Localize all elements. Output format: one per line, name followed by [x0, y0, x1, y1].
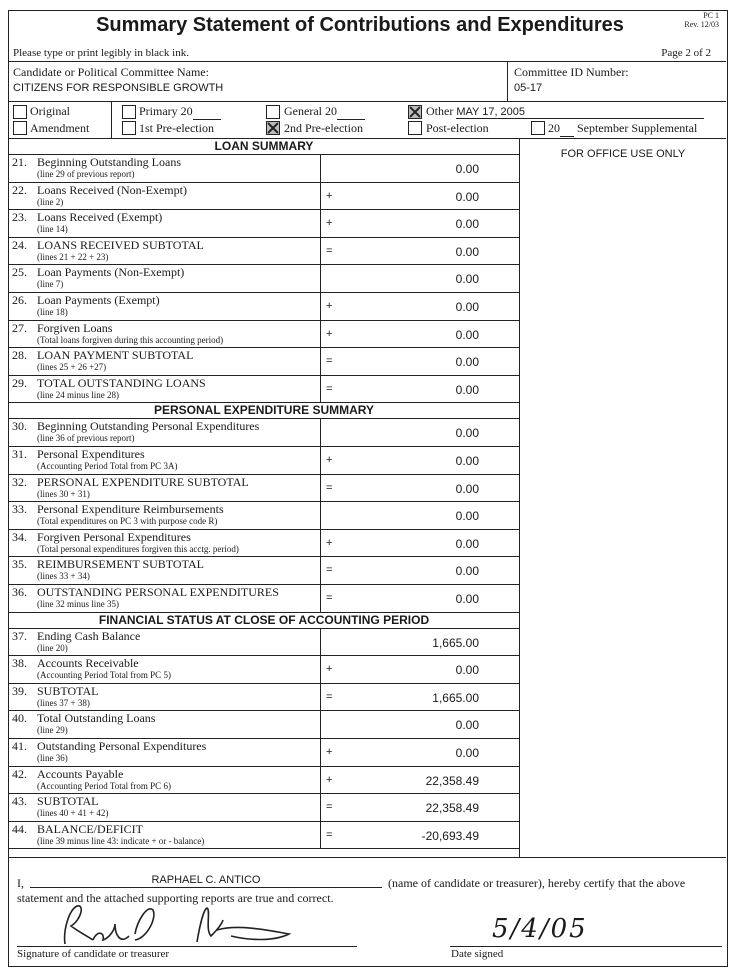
row-26-reference: (line 18): [37, 307, 68, 317]
row-label: Beginning Outstanding Personal Expenditures: [37, 419, 260, 434]
row-36-amount[interactable]: 0.00: [455, 592, 479, 606]
row-40-amount[interactable]: 0.00: [455, 718, 479, 733]
row-21-amount[interactable]: 0.00: [455, 162, 479, 176]
row-label: OUTSTANDING PERSONAL EXPENDITURES: [37, 585, 279, 599]
row-32-operator: =: [326, 481, 333, 494]
form-id: PC 1: [703, 11, 719, 20]
committee-name-value[interactable]: CITIZENS FOR RESPONSIBLE GROWTH: [13, 82, 224, 94]
row-31-title: [12, 448, 145, 460]
certification-prefix: I,: [17, 876, 24, 890]
row-number: 37.: [12, 628, 27, 643]
general-checkbox[interactable]: [266, 105, 280, 119]
row-number: 26.: [12, 293, 27, 307]
row-23-title: [12, 211, 162, 223]
row-37-reference: (line 20): [37, 642, 68, 653]
form-revision: Rev. 12/03: [684, 20, 719, 29]
row-25-title: [12, 266, 184, 278]
row-27-operator: +: [326, 327, 333, 340]
post-election-label: Post-election: [426, 121, 489, 135]
row-27-title: [12, 322, 112, 334]
september-year-field[interactable]: [560, 121, 574, 137]
row-38-operator: +: [326, 663, 333, 676]
row-number: 44.: [12, 821, 27, 836]
row-42-reference: (Accounting Period Total from PC 6): [37, 780, 171, 791]
row-number: 41.: [12, 739, 27, 753]
row-27-amount[interactable]: 0.00: [455, 327, 479, 342]
primary-checkbox[interactable]: [122, 105, 136, 119]
row-36-operator: =: [326, 592, 333, 604]
row-25-reference: (line 7): [37, 279, 64, 290]
office-use-label: FOR OFFICE USE ONLY: [560, 148, 686, 160]
date-signed-value: 5/4/05: [492, 914, 588, 944]
signature-field[interactable]: [17, 900, 357, 947]
row-29-title: [12, 377, 206, 389]
september-supplemental-checkbox[interactable]: [531, 121, 545, 135]
row-24-amount[interactable]: 0.00: [455, 244, 479, 259]
row-27-reference: (Total loans forgiven during this accounting period): [37, 334, 224, 345]
row-33-title: [12, 503, 224, 515]
row-30-reference: (line 36 of previous report): [37, 433, 135, 444]
row-35-reference: (lines 33 + 34): [37, 571, 90, 582]
row-label: Outstanding Personal Expenditures: [37, 739, 207, 753]
row-43-amount[interactable]: 22,358.49: [425, 801, 479, 816]
row-22-amount[interactable]: 0.00: [455, 189, 479, 204]
row-number: 30.: [12, 419, 27, 434]
row-number: 25.: [12, 265, 27, 280]
row-41-operator: +: [326, 746, 333, 758]
row-44-operator: =: [326, 828, 333, 841]
row-43-title: [12, 795, 99, 807]
row-42-amount[interactable]: 22,358.49: [425, 773, 479, 788]
row-label: BALANCE/DEFICIT: [37, 821, 143, 836]
row-31-operator: +: [326, 454, 333, 466]
row-number: 22.: [12, 182, 27, 197]
row-24-operator: =: [326, 244, 333, 257]
amendment-checkbox[interactable]: [13, 121, 27, 135]
row-33-reference: (Total expenditures on PC 3 with purpose code R): [37, 516, 218, 527]
row-label: LOAN PAYMENT SUBTOTAL: [37, 348, 194, 363]
row-39-reference: (lines 37 + 38): [37, 697, 90, 708]
row-number: 43.: [12, 794, 27, 809]
row-number: 42.: [12, 766, 27, 781]
row-25-amount[interactable]: 0.00: [455, 272, 479, 287]
row-29-amount[interactable]: 0.00: [455, 382, 479, 397]
row-number: 31.: [12, 447, 27, 461]
row-number: 24.: [12, 237, 27, 252]
row-23-reference: (line 14): [37, 224, 68, 235]
row-35-title: [12, 558, 204, 570]
row-number: 29.: [12, 375, 27, 390]
row-34-reference: (Total personal expenditures forgiven this acctg. period): [37, 543, 239, 554]
row-29-reference: (line 24 minus line 28): [37, 389, 119, 400]
row-number: 34.: [12, 529, 27, 544]
row-34-operator: +: [326, 536, 333, 549]
row-label: Loan Payments (Exempt): [37, 293, 160, 307]
row-21-title: [12, 156, 181, 168]
committee-id-value[interactable]: 05-17: [514, 82, 543, 94]
general-year-field[interactable]: [337, 104, 365, 120]
row-22-title: [12, 184, 187, 196]
row-38-amount[interactable]: 0.00: [455, 663, 479, 678]
row-number: 23.: [12, 210, 27, 225]
row-22-reference: (line 2): [37, 196, 64, 207]
loan-summary-header: LOAN SUMMARY: [214, 139, 314, 153]
certification-suffix: (name of candidate or treasurer), hereby certify that the above: [388, 876, 686, 890]
row-label: Beginning Outstanding Loans: [37, 155, 181, 169]
row-number: 39.: [12, 683, 27, 698]
row-42-operator: +: [326, 773, 333, 786]
other-label: Other MAY 17, 2005: [426, 104, 704, 119]
row-23-operator: +: [326, 217, 333, 230]
row-26-title: [12, 294, 160, 306]
row-39-amount[interactable]: 1,665.00: [432, 690, 479, 705]
row-number: 33.: [12, 502, 27, 517]
row-label: SUBTOTAL: [37, 683, 99, 698]
row-28-operator: =: [326, 355, 333, 368]
row-26-operator: +: [326, 300, 333, 312]
row-number: 36.: [12, 585, 27, 599]
row-label: Total Outstanding Loans: [37, 711, 156, 726]
row-44-reference: (line 39 minus line 43: indicate + or - balance): [37, 835, 205, 846]
amendment-label: Amendment: [30, 121, 90, 135]
row-label: SUBTOTAL: [37, 794, 99, 809]
primary-label: Primary 20: [139, 104, 221, 120]
second-pre-election-label: 2nd Pre-election: [284, 121, 363, 135]
row-number: 21.: [12, 155, 27, 169]
row-label: Forgiven Personal Expenditures: [37, 529, 191, 544]
row-41-reference: (line 36): [37, 753, 68, 763]
first-pre-election-checkbox[interactable]: [122, 121, 136, 135]
row-43-reference: (lines 40 + 41 + 42): [37, 808, 109, 819]
second-pre-election-checkbox[interactable]: [266, 121, 280, 135]
date-signed-label: Date signed: [451, 948, 504, 960]
primary-year-field[interactable]: [193, 104, 221, 120]
row-28-reference: (lines 25 + 26 +27): [37, 362, 107, 373]
row-label: Accounts Payable: [37, 766, 124, 781]
row-number: 27.: [12, 320, 27, 335]
row-32-reference: (lines 30 + 31): [37, 488, 90, 499]
row-44-amount[interactable]: -20,693.49: [421, 828, 479, 843]
row-21-reference: (line 29 of previous report): [37, 169, 135, 179]
post-election-checkbox[interactable]: [408, 121, 422, 135]
row-label: Ending Cash Balance: [37, 628, 141, 643]
first-pre-election-label: 1st Pre-election: [139, 121, 214, 135]
row-label: TOTAL OUTSTANDING LOANS: [37, 375, 206, 390]
date-signed-field[interactable]: [450, 912, 722, 947]
form-title: Summary Statement of Contributions and Expenditures: [96, 14, 624, 36]
financial-status-header: FINANCIAL STATUS AT CLOSE OF ACCOUNTING PERIOD: [98, 612, 430, 627]
row-number: 40.: [12, 711, 27, 726]
row-41-amount[interactable]: 0.00: [455, 746, 479, 760]
committee-id-label: Committee ID Number:: [514, 65, 629, 79]
row-label: Forgiven Loans: [37, 320, 113, 335]
row-31-reference: (Accounting Period Total from PC 3A): [37, 461, 178, 471]
certification-line2: statement and the attached supporting reports are true and correct.: [17, 891, 334, 905]
row-label: Personal Expenditure Reimbursements: [37, 502, 224, 517]
row-22-operator: +: [326, 189, 333, 202]
row-29-operator: =: [326, 382, 333, 395]
row-number: 38.: [12, 656, 27, 671]
row-38-reference: (Accounting Period Total from PC 5): [37, 670, 171, 681]
row-26-amount[interactable]: 0.00: [455, 300, 479, 314]
row-number: 28.: [12, 348, 27, 363]
row-33-amount[interactable]: 0.00: [455, 509, 479, 524]
row-43-operator: =: [326, 801, 333, 814]
row-30-amount[interactable]: 0.00: [455, 426, 479, 441]
row-label: REIMBURSEMENT SUBTOTAL: [37, 557, 204, 572]
row-41-title: [12, 740, 206, 752]
row-35-amount[interactable]: 0.00: [455, 564, 479, 579]
row-44-title: [12, 823, 143, 835]
row-40-reference: (line 29): [37, 725, 68, 736]
row-37-title: [12, 630, 140, 642]
row-31-amount[interactable]: 0.00: [455, 454, 479, 468]
signature-label: Signature of candidate or treasurer: [17, 948, 170, 960]
row-24-title: [12, 239, 204, 251]
row-32-amount[interactable]: 0.00: [455, 481, 479, 496]
page-number: Page 2 of 2: [661, 47, 711, 59]
original-checkbox[interactable]: [13, 105, 27, 119]
row-label: LOANS RECEIVED SUBTOTAL: [37, 237, 204, 252]
row-28-amount[interactable]: 0.00: [455, 355, 479, 370]
row-42-title: [12, 768, 123, 780]
row-label: Accounts Receivable: [37, 656, 139, 671]
row-label: Loans Received (Non-Exempt): [37, 182, 187, 197]
row-32-title: [12, 476, 249, 488]
row-24-reference: (lines 21 + 22 + 23): [37, 251, 109, 262]
row-34-amount[interactable]: 0.00: [455, 536, 479, 551]
row-38-title: [12, 657, 139, 669]
certifier-name-field[interactable]: RAPHAEL C. ANTICO: [30, 874, 382, 888]
row-30-title: [12, 420, 259, 432]
row-23-amount[interactable]: 0.00: [455, 217, 479, 232]
instruction-text: Please type or print legibly in black ink.: [13, 47, 189, 59]
row-39-title: [12, 685, 99, 697]
row-37-amount[interactable]: 1,665.00: [432, 635, 479, 650]
row-label: PERSONAL EXPENDITURE SUBTOTAL: [37, 474, 249, 489]
general-label: General 20: [284, 104, 365, 120]
other-checkbox[interactable]: [408, 105, 422, 119]
signature-image: [17, 900, 357, 946]
other-date-field[interactable]: MAY 17, 2005: [456, 106, 704, 119]
personal-expenditure-summary-header: PERSONAL EXPENDITURE SUMMARY: [153, 403, 375, 418]
committee-name-label: Candidate or Political Committee Name:: [13, 65, 209, 79]
original-label: Original: [30, 104, 70, 118]
row-34-title: [12, 531, 191, 543]
row-number: 35.: [12, 557, 27, 572]
row-36-title: [12, 586, 279, 598]
row-label: Personal Expenditures: [37, 447, 145, 461]
row-36-reference: (line 32 minus line 35): [37, 599, 119, 609]
row-40-title: [12, 712, 155, 724]
september-supplemental-label: 20 September Supplemental: [548, 121, 698, 135]
row-35-operator: =: [326, 564, 333, 577]
row-28-title: [12, 349, 193, 361]
row-number: 32.: [12, 474, 27, 489]
row-label: Loan Payments (Non-Exempt): [37, 265, 185, 280]
row-label: Loans Received (Exempt): [37, 210, 163, 225]
row-39-operator: =: [326, 690, 333, 703]
